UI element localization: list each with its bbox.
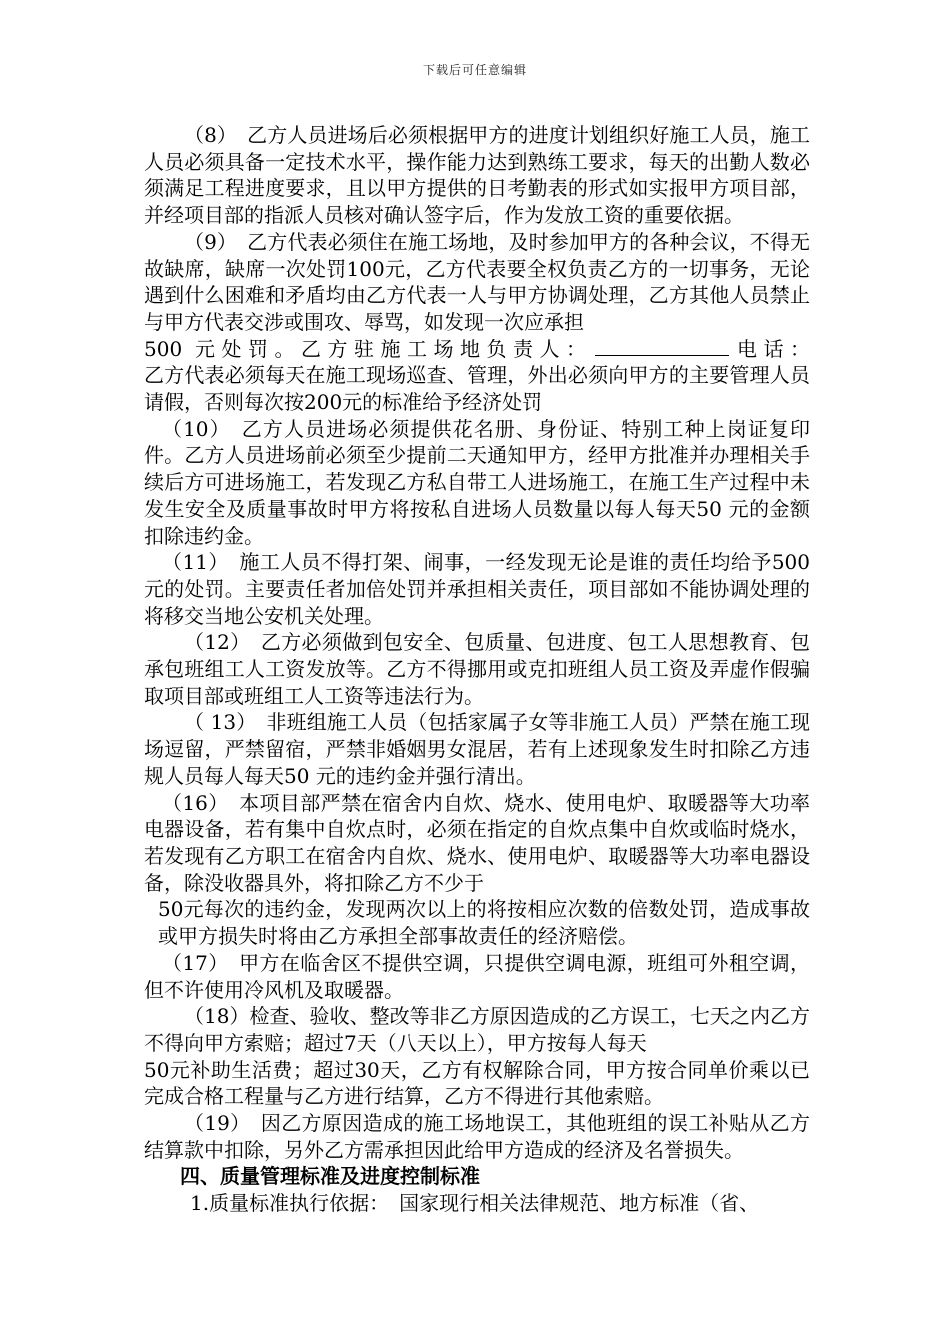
quality-standard-item-1: 1.质量标准执行依据： 国家现行相关法律规范、地方标准（省、 <box>190 1191 760 1216</box>
clause-9-inspection: 乙方代表必须每天在施工现场巡查、管理，外出必须向甲方的主要管理人员请假，否则每次按200元的标准给予经济处罚 <box>144 363 810 415</box>
clause-18-continued: 50元补助生活费；超过30天，乙方有权解除合同，甲方按合同单价乘以已完成合格工程量与乙方进行结算，乙方不得进行其他索赔。 <box>144 1057 810 1109</box>
clause-9-phone-label: 电话： <box>730 336 811 361</box>
clause-13: （ 13） 非班组施工人员（包括家属子女等非施工人员）严禁在施工现场逗留，严禁留宿，严禁非婚姻男女混居，若有上述现象发生时扣除乙方违规人员每人每天50 元的违约金并强行清出。 <box>144 710 810 788</box>
clause-16-continued: 50元每次的违约金，发现两次以上的将按相应次数的倍数处罚，造成事故或甲方损失时将由乙方承担全部事故责任的经济赔偿。 <box>158 897 810 949</box>
clause-19: （19） 因乙方原因造成的施工场地误工，其他班组的误工补贴从乙方结算款中扣除，另外乙方需承担因此给甲方造成的经济及名誉损失。 <box>144 1111 810 1162</box>
clause-9-responsible-label: 500 元处罚。乙方驻施工场地负责人： <box>144 336 593 361</box>
clause-8: （8） 乙方人员进场后必须根据甲方的进度计划组织好施工人员，施工人员必须具备一定技术水平，操作能力达到熟练工要求，每天的出勤人数必须满足工程进度要求，且以甲方提供的日考勤表的形式如实报甲方项目部，并经项目部的指派人员核对确认签字后，作为发放工资的重要依据。 <box>144 123 810 228</box>
clause-9-contact-line <box>144 336 810 363</box>
clause-18: （18）检查、验收、整改等非乙方原因造成的乙方误工，七天之内乙方不得向甲方索赔；超过7天（八天以上），甲方按每人每天 <box>144 1004 810 1055</box>
document-body <box>144 122 810 1217</box>
responsible-person-blank <box>595 336 729 356</box>
clause-16: （16） 本项目部严禁在宿舍内自炊、烧水、使用电炉、取暖器等大功率电器设备，若有集中自炊点时，必须在指定的自炊点集中自炊或临时烧水，若发现有乙方职工在宿舍内自炊、烧水、使用电炉、取暖器等大功率电器设备，除没收器具外，将扣除乙方不少于 <box>144 790 810 895</box>
page-header: 下载后可任意编辑 <box>422 63 527 77</box>
clause-10: （10） 乙方人员进场必须提供花名册、身份证、特别工种上岗证复印件。乙方人员进场前必须至少提前二天通知甲方，经甲方批准并办理相关手续后方可进场施工，若发现乙方私自带工人进场施工，在施工生产过程中未发生安全及质量事故时甲方将按私自进场人员数量以每人每天50 元的金额扣除违约金。 <box>144 416 810 548</box>
clause-12: （12） 乙方必须做到包安全、包质量、包进度、包工人思想教育、包承包班组工人工资发放等。乙方不得挪用或克扣班组人员工资及弄虚作假骗取项目部或班组工人工资等违法行为。 <box>144 630 810 708</box>
section-heading-4: 四、质量管理标准及进度控制标准 <box>180 1164 480 1189</box>
clause-9: （9） 乙方代表必须住在施工场地，及时参加甲方的各种会议，不得无故缺席，缺席一次处罚100元，乙方代表要全权负责乙方的一切事务，无论遇到什么困难和矛盾均由乙方代表一人与甲方协调处理，乙方其他人员禁止与甲方代表交涉或围攻、辱骂，如发现一次应承担 <box>144 229 810 334</box>
clause-17: （17） 甲方在临舍区不提供空调，只提供空调电源，班组可外租空调，但不许使用冷风机及取暖器。 <box>144 950 810 1002</box>
clause-11: （11） 施工人员不得打架、闹事，一经发现无论是谁的责任均给予500元的处罚。主要责任者加倍处罚并承担相关责任，项目部如不能协调处理的将移交当地公安机关处理。 <box>144 550 810 628</box>
